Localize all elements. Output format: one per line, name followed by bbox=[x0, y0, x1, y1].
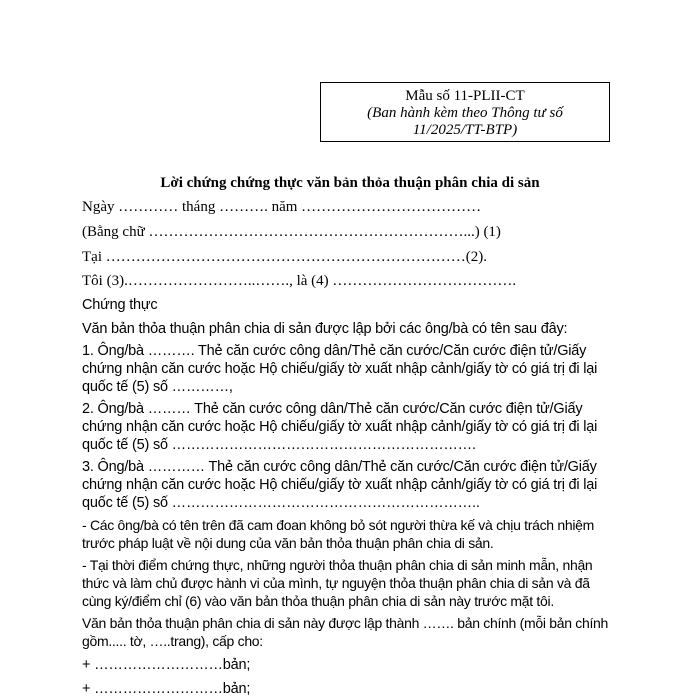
official-line: Tôi (3).……………………..……., là (4) ………………………………. bbox=[82, 273, 517, 289]
copy-recipient-2: + ………………………bản; bbox=[82, 681, 251, 697]
date-in-words-line: (Bằng chữ ………………………………………………………...) (1) bbox=[82, 224, 501, 240]
place-line: Tại ………………………………………………………………(2). bbox=[82, 249, 487, 265]
capacity-paragraph: - Tại thời điểm chứng thực, những người thỏa thuận phân chia di sản minh mẫn, nhận thức và làm chủ được hành vi của mình, tự nguyện thỏa thuận phân chia di sản và đã cùng ký/điểm chỉ (6) vào văn bản thỏa thuận phân chia di sản này trước mặt tôi. bbox=[82, 557, 593, 609]
person-3-paragraph: 3. Ông/bà ………… Thẻ căn cước công dân/Thẻ căn cước/Căn cước điện tử/Giấy chứng nhận căn cước hoặc Hộ chiếu/giấy tờ xuất nhập cảnh/giấy tờ có giá trị đi lại quốc tế (5) số ……………………………………………………….. bbox=[82, 459, 598, 511]
form-header-box bbox=[320, 82, 610, 142]
commitment-paragraph: - Các ông/bà có tên trên đã cam đoan không bỏ sót người thừa kế và chịu trách nhiệm trước pháp luật về nội dung của văn bản thỏa thuận phân chia di sản. bbox=[82, 517, 595, 551]
person-1-paragraph: 1. Ông/bà ………. Thẻ căn cước công dân/Thẻ căn cước/Căn cước điện tử/Giấy chứng nhận căn cước hoặc Hộ chiếu/giấy tờ xuất nhập cảnh/giấy tờ có giá trị đi lại quốc tế (5) số …………, bbox=[82, 343, 598, 395]
intro-line: Văn bản thỏa thuận phân chia di sản được lập bởi các ông/bà có tên sau đây: bbox=[82, 321, 568, 337]
person-2-paragraph: 2. Ông/bà ……… Thẻ căn cước công dân/Thẻ căn cước/Căn cước điện tử/Giấy chứng nhận căn cước hoặc Hộ chiếu/giấy tờ xuất nhập cảnh/giấy tờ có giá trị đi lại quốc tế (5) số ………………………………………………………. bbox=[82, 401, 598, 453]
date-line: Ngày ………… tháng ………. năm ……………………………… bbox=[82, 199, 482, 215]
form-note: (Ban hành kèm theo Thông tư số 11/2025/TT-BTP) bbox=[367, 105, 563, 138]
copies-paragraph: Văn bản thỏa thuận phân chia di sản này được lập thành ……. bản chính (mỗi bản chính gồm..... tờ, …..trang), cấp cho: bbox=[82, 615, 609, 649]
copy-recipient-1: + ………………………bản; bbox=[82, 657, 251, 673]
certify-heading: Chứng thực bbox=[82, 297, 158, 313]
document-title: Lời chứng chứng thực văn bản thỏa thuận phân chia di sản bbox=[160, 175, 540, 191]
form-code: Mẫu số 11-PLII-CT bbox=[405, 88, 525, 104]
